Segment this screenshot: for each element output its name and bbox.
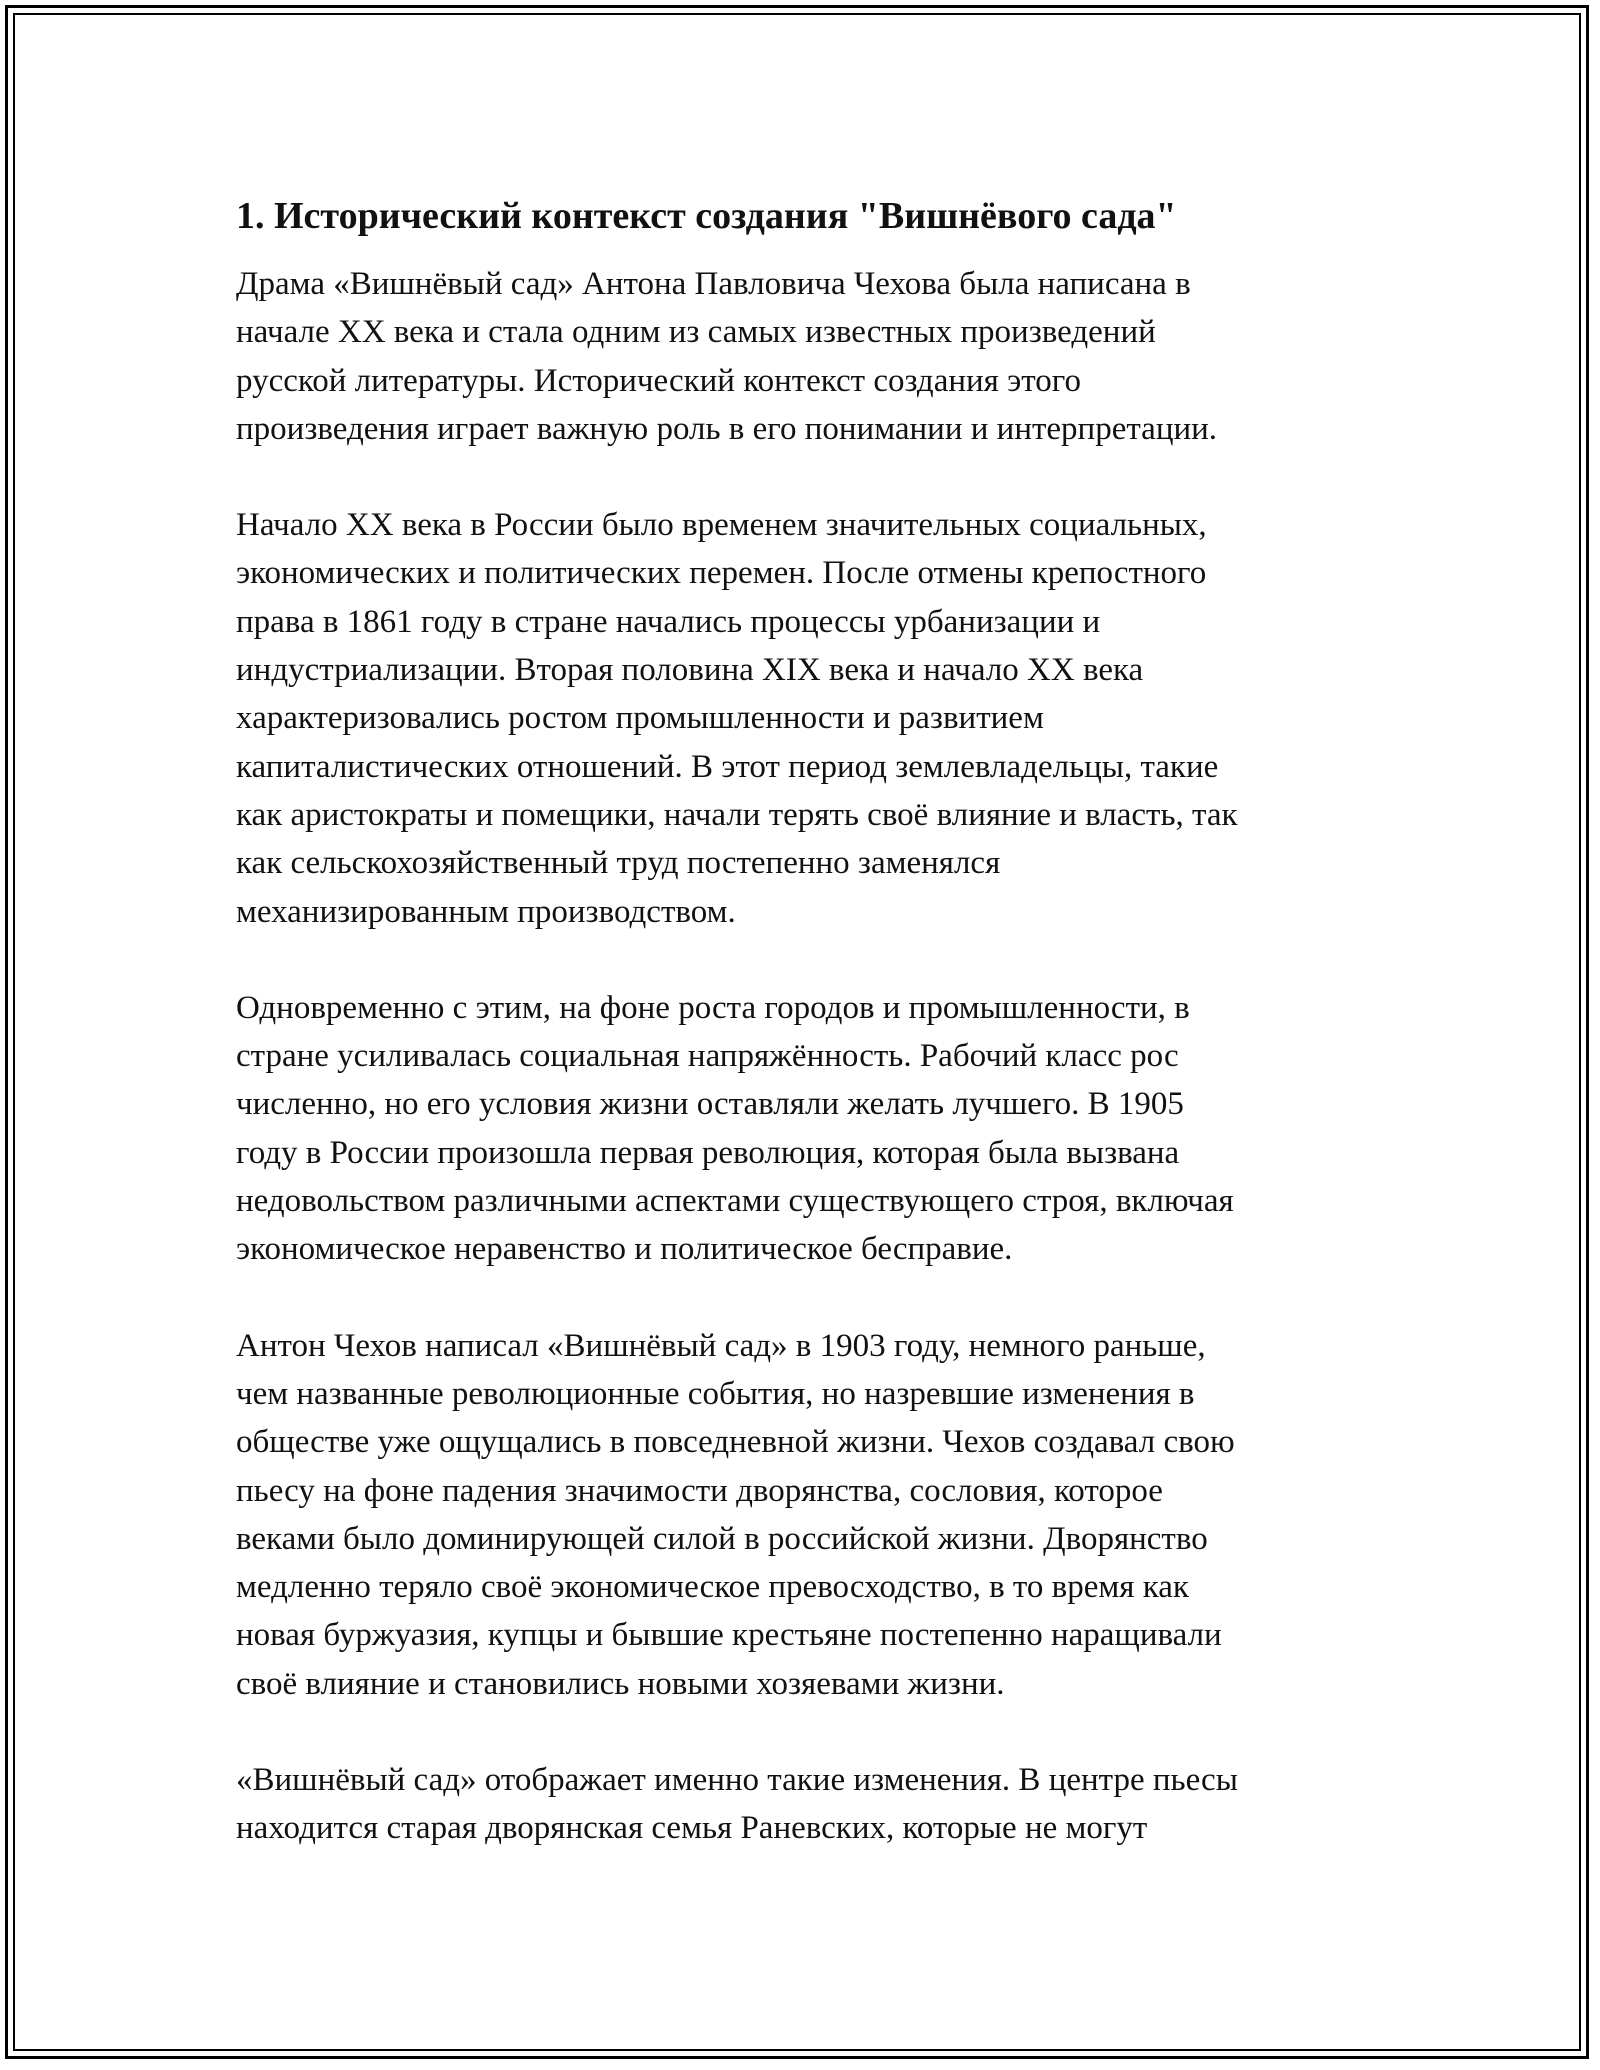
section-heading: 1. Исторический контекст создания "Вишнёвого сада" [236,195,1177,237]
paragraph-4: Антон Чехов написал «Вишнёвый сад» в 1903 году, немного раньше, чем названные революционные события, но назревшие изменения в обществе уже ощущались в повседневной жизни. Чехов создавал свою пьесу на фоне падения значимости дворянства, сословия, которое веками было доминирующей силой в российской жизни. Дворянство медленно теряло своё экономическое превосходство, в то время как новая буржуазия, купцы и бывшие крестьяне постепенно наращивали своё влияние и становились новыми хозяевами жизни. [236,1327,1235,1702]
paragraph-5: «Вишнёвый сад» отображает именно такие изменения. В центре пьесы находится старая дворянская семья Раневских, которые не могут [236,1762,1238,1847]
paragraph-3: Одновременно с этим, на фоне роста городов и промышленности, в стране усиливалась социальная напряжённость. Рабочий класс рос численно, но его условия жизни оставляли желать лучшего. В 1905 году в России произошла первая революция, которая была вызвана недовольством различными аспектами существующего строя, включая экономическое неравенство и политическое бесправие. [236,989,1234,1268]
document-body [236,188,1366,1901]
paragraph-2: Начало XX века в России было временем значительных социальных, экономических и политических перемен. После отмены крепостного права в 1861 году в стране начались процессы урбанизации и индустриализации. Вторая половина XIX века и начало XX века характеризовались ростом промышленности и развитием капиталистических отношений. В этот период землевладельцы, такие как аристократы и помещики, начали терять своё влияние и власть, так как сельскохозяйственный труд постепенно заменялся механизированным производством. [236,507,1238,930]
paragraph-1: Драма «Вишнёвый сад» Антона Павловича Чехова была написана в начале XX века и стала одним из самых известных произведений русской литературы. Исторический контекст создания этого произведения играет важную роль в его понимании и интерпретации. [236,266,1218,447]
